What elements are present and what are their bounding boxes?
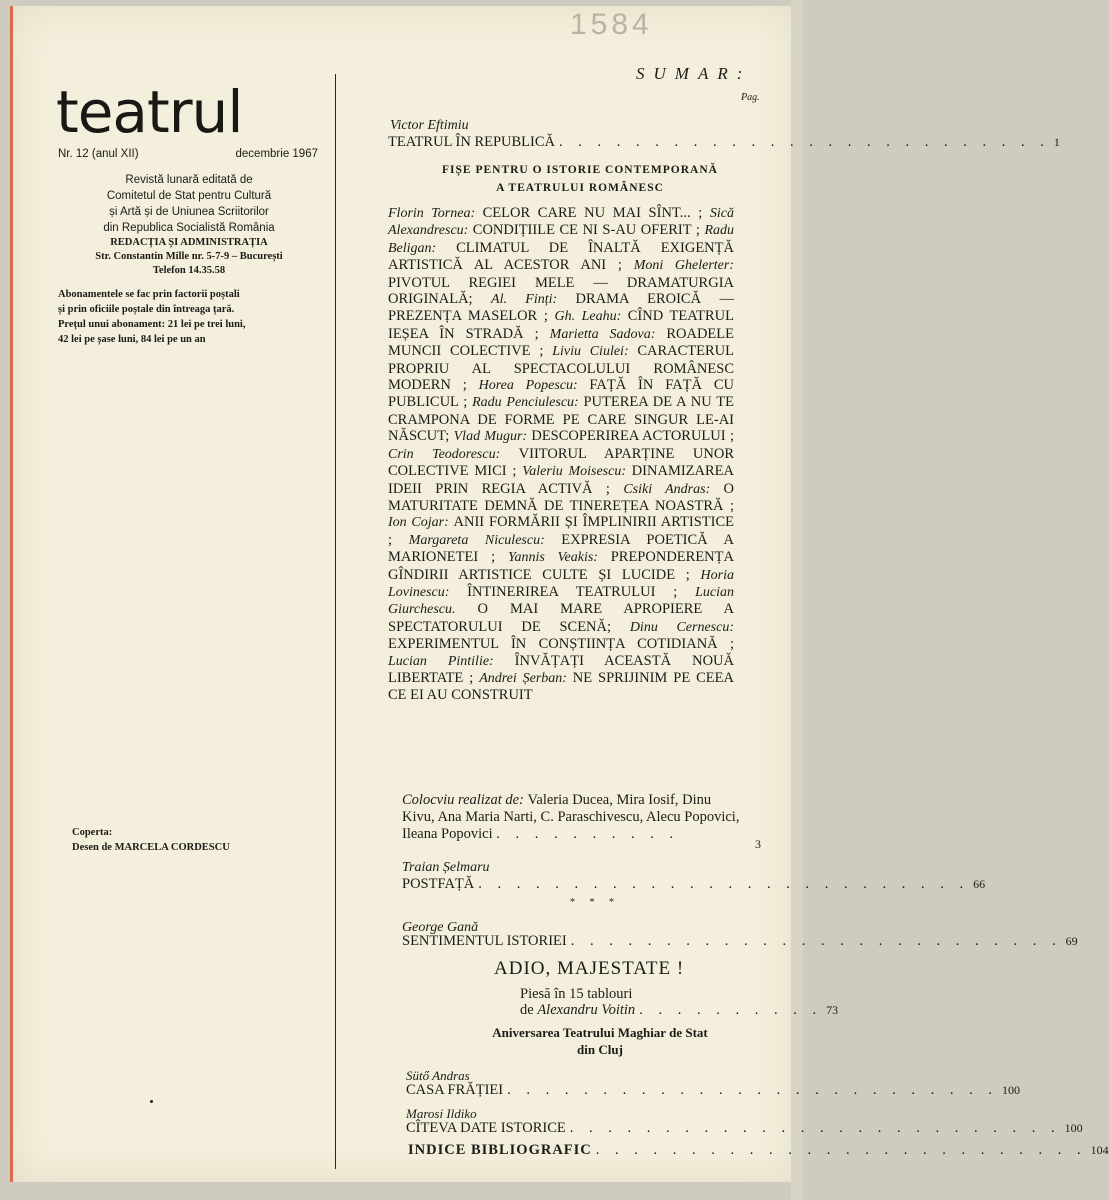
contributor-name: Liviu Ciulei: xyxy=(552,344,638,360)
contributor-name: Gh. Leahu: xyxy=(554,309,628,325)
editorial-line: Str. Constantin Mille nr. 5-7-9 – București xyxy=(95,251,283,262)
contributor-name: Lucian Pintilie: xyxy=(388,653,515,669)
contribution-title: O MAI MARE APROPIERE A SPECTATORULUI DE SCENĂ; xyxy=(388,601,734,635)
entry-title: POSTFAȚĂ xyxy=(402,876,475,892)
contribution-title: EXPRESIA POETICĂ A MARIONETEI ; xyxy=(388,531,734,566)
entry-title: CASA FRĂȚIEI xyxy=(406,1082,504,1098)
contributor-name: Vlad Mugur: xyxy=(453,429,532,445)
magazine-logo: teatrul xyxy=(56,78,243,146)
ink-speck xyxy=(150,1100,153,1103)
contribution-title: PREPONDERENȚA GÎNDIRII ARTISTICE CULTE ȘI LUCIDE ; xyxy=(388,549,734,583)
anniversary-line: Aniversarea Teatrului Maghiar de Stat xyxy=(492,1025,708,1040)
entry-author: Victor Eftimiu xyxy=(390,118,469,133)
contribution-title: ÎNTINERIREA TEATRULUI ; xyxy=(467,583,696,600)
entry-title: SENTIMENTUL ISTORIEI xyxy=(402,933,567,949)
play-author-prefix: de xyxy=(520,1002,538,1018)
entry-author: Marosi Ildiko xyxy=(406,1106,477,1121)
column-divider xyxy=(335,74,336,1169)
entry-page: 100 xyxy=(1001,1083,1020,1097)
entry-page: 1 xyxy=(1053,135,1060,149)
contribution-title: CARACTERUL PROPRIU AL SPECTACOLULUI ROMÂNESC MODERN ; xyxy=(388,343,734,394)
entry-title: CÎTEVA DATE ISTORICE xyxy=(406,1120,566,1136)
subscription-line: 42 lei pe șase luni, 84 lei pe un an xyxy=(58,334,206,345)
play-subtitle: Piesă în 15 tablouri xyxy=(520,986,633,1002)
contribution-title: DINAMIZAREA IDEII PRIN REGIA ACTIVĂ ; xyxy=(388,463,734,497)
dot-leader: . . . . . . . . . . . . . . . . . . . . . . . . . . xyxy=(507,1082,998,1098)
contributors-block xyxy=(388,205,734,704)
contributor-name: Dinu Cernescu: xyxy=(629,619,734,635)
contribution-title: DESCOPERIREA ACTORULUI ; xyxy=(531,428,734,445)
anniversary-section xyxy=(430,1024,770,1058)
contribution-title: CÎND TEATRUL IEȘEA ÎN STRADĂ ; xyxy=(388,308,734,342)
contribution-title: O MATURITATE DEMNĂ DE TINEREȚEA NOASTRĂ ; xyxy=(388,480,734,514)
contributor-name: Moni Ghelerter: xyxy=(633,258,734,274)
editorial-address xyxy=(58,236,320,278)
entry-page: 66 xyxy=(973,877,986,891)
dot-leader: . . . . . . . . . . . . . . . . . . . . . . . . . . xyxy=(478,876,970,892)
cover-label: Coperta: xyxy=(72,827,113,838)
description-line: Comitetul de Stat pentru Cultură xyxy=(106,190,272,202)
contribution-title: ÎNVĂȚAȚI ACEASTĂ NOUĂ LIBERTATE ; xyxy=(388,652,734,686)
subscription-line: Prețul unui abonament: 21 lei pe trei luni, xyxy=(58,319,246,330)
contributor-name: Horea Popescu: xyxy=(478,378,590,394)
contributor-name: Valeriu Moisescu: xyxy=(522,464,632,480)
contributor-name: Ion Cojar: xyxy=(388,515,454,531)
contributor-name: Florin Tornea: xyxy=(388,206,483,221)
description-line: și Artă și de Uniunea Scriitorilor xyxy=(109,206,269,218)
dot-leader: . . . . . . . . . . . . . . . . . . . . . . . . . . xyxy=(559,134,1050,150)
publisher-description xyxy=(58,172,320,236)
cover-credit xyxy=(72,825,230,855)
dot-leader: . . . . . . . . . . xyxy=(639,1002,823,1018)
contributor-name: Yannis Veakis: xyxy=(507,550,611,566)
contribution-title: EXPERIMENTUL ÎN CONȘTIINȚA COTIDIANĂ ; xyxy=(388,636,734,653)
play-info xyxy=(520,986,632,1002)
page-edge xyxy=(791,0,803,1200)
toc-entry xyxy=(520,1002,839,1019)
entry-page: 3 xyxy=(755,837,761,851)
page-column-label: Pag. xyxy=(741,92,760,103)
contributor-name: Radu Beligan: xyxy=(388,223,735,256)
contribution-title: PUTEREA DE A NU TE CRAMPONA DE FORME PE CARE SINGUR LE-AI NĂSCUT; xyxy=(388,394,734,445)
toc-entry xyxy=(402,933,1078,950)
editorial-line: Telefon 14.35.58 xyxy=(152,265,226,276)
description-line: Revistă lunară editată de xyxy=(125,174,253,186)
contributor-name: Csiki Andras: xyxy=(623,481,724,497)
dot-leader: . . . . . . . . . . . . . . . . . . . . . . . . . . xyxy=(570,933,1062,949)
toc-entry xyxy=(402,876,986,893)
toc-entry xyxy=(408,1142,1109,1159)
editorial-line: REDACȚIA ȘI ADMINISTRAȚIA xyxy=(110,237,268,248)
contributor-name: Al. Finți: xyxy=(491,292,576,308)
subscription-line: Abonamentele se fac prin factorii poștali xyxy=(58,289,240,300)
archive-stamp: 1584 xyxy=(570,8,653,41)
entry-page: 69 xyxy=(1065,934,1078,948)
colloquium-credit xyxy=(402,792,742,843)
play-author: Alexandru Voitin xyxy=(537,1002,636,1018)
play-title: ADIO, MAJESTATE ! xyxy=(494,958,685,979)
contribution-title: CLIMATUL DE ÎNALTĂ EXIGENȚĂ ARTISTICĂ AL ACESTOR ANI ; xyxy=(388,239,734,274)
toc-entry xyxy=(406,1120,1083,1137)
contributor-name: Radu Penciulescu: xyxy=(472,395,584,411)
contributor-name: Lucian Giurchescu. xyxy=(388,584,734,618)
entry-page: 104 xyxy=(1090,1143,1109,1157)
anniversary-line: din Cluj xyxy=(577,1042,623,1057)
contribution-title: PIVOTUL REGIEI MELE — DRAMATURGIA ORIGINALĂ; xyxy=(388,274,734,308)
contribution-title: NE SPRIJINIM PE CEEA CE EI AU CONSTRUIT xyxy=(388,669,734,704)
dot-leader: . . . . . . . . . . . . . . . . . . . . . . . . . . xyxy=(595,1142,1087,1158)
contributor-name: Marietta Sadova: xyxy=(549,326,667,342)
contributor-name: Sică Alexandrescu: xyxy=(388,206,734,239)
entry-author: Sütő Andras xyxy=(406,1068,470,1083)
contribution-title: CELOR CARE NU MAI SÎNT... ; xyxy=(482,205,710,221)
contents-heading: SUMAR: xyxy=(636,64,752,83)
toc-entry xyxy=(388,134,1060,151)
contribution-title: ANII FORMĂRII ȘI ÎMPLINIRII ARTISTICE ; xyxy=(388,514,735,548)
description-line: din Republica Socialistă România xyxy=(103,222,275,234)
section-separator: * * * xyxy=(570,897,620,908)
section-title: FIȘE PENTRU O ISTORIE CONTEMPORANĂ xyxy=(442,164,718,176)
entry-author: Traian Șelmaru xyxy=(402,860,490,875)
contribution-title: DRAMA EROICĂ — PREZENȚA MASELOR ; xyxy=(388,291,734,325)
colloquium-names: Valeria Ducea, Mira Iosif, Dinu Kivu, Ana Maria Narti, C. Paraschivescu, Alecu Popovici, Ileana Popovici xyxy=(402,792,740,842)
contributor-name: Horia Lovinescu: xyxy=(388,567,734,600)
play-author-line xyxy=(520,1002,635,1019)
contributor-name: Margareta Niculescu: xyxy=(408,532,562,548)
contributor-name: Crin Teodorescu: xyxy=(388,446,519,462)
subscription-info xyxy=(58,287,320,347)
entry-title: TEATRUL ÎN REPUBLICĂ xyxy=(388,134,556,150)
contribution-title: CONDIȚIILE CE NI S-AU OFERIT ; xyxy=(472,222,705,239)
colloquium-label: Colocviu realizat de: xyxy=(402,792,528,808)
toc-entry xyxy=(406,1082,1020,1099)
section-title: A TEATRULUI ROMÂNESC xyxy=(496,182,664,194)
entry-page: 73 xyxy=(826,1003,839,1017)
dot-leader: . . . . . . . . . . xyxy=(496,826,680,842)
contribution-title: VIITORUL APARȚINE UNOR COLECTIVE MICI ; xyxy=(388,445,734,480)
dot-leader: . . . . . . . . . . . . . . . . . . . . . . . . . . xyxy=(569,1120,1061,1136)
cover-artist: Desen de MARCELA CORDESCU xyxy=(72,842,230,853)
entry-page: 100 xyxy=(1064,1121,1083,1135)
issue-date: decembrie 1967 xyxy=(235,148,318,160)
entry-title: INDICE BIBLIOGRAFIC xyxy=(408,1142,592,1158)
contributor-name: Andrei Șerban: xyxy=(479,670,573,686)
issue-info xyxy=(58,148,318,160)
issue-number: Nr. 12 (anul XII) xyxy=(58,148,139,160)
contribution-title: FAȚĂ ÎN FAȚĂ CU PUBLICUL ; xyxy=(388,377,734,411)
contribution-title: ROADELE MUNCII COLECTIVE ; xyxy=(388,325,734,360)
subscription-line: și prin oficiile poștale din întreaga țară. xyxy=(58,304,235,315)
entry-author: George Gană xyxy=(402,920,479,935)
